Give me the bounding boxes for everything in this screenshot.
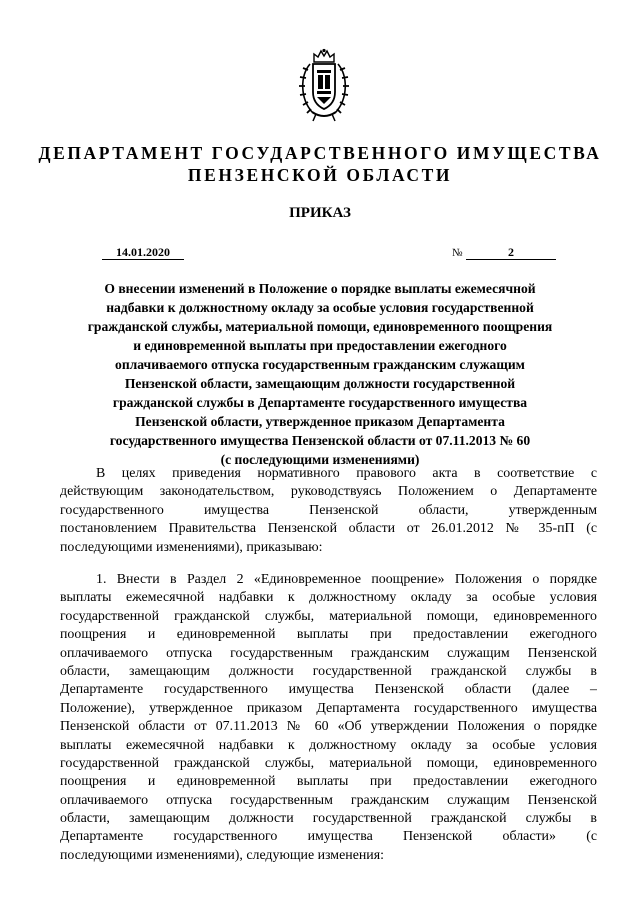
text-line: В целях приведения нормативного правового акта в соответствие с — [96, 466, 597, 481]
heading-line: оплачиваемого отпуска государственным гражданским служащим — [115, 357, 525, 372]
heading-line: и единовременной выплаты при предоставлении ежегодного — [133, 338, 507, 353]
text-line: государственного имущества Пензенской области, утвержденным — [60, 502, 597, 518]
heading-line: гражданской службы в Департаменте государственного имущества — [112, 395, 528, 410]
text-line: Положение), утвержденное приказом Департамента государственного имущества — [60, 700, 597, 716]
heading-line: гражданской службы, материальной помощи, единовременного поощрения — [87, 319, 553, 334]
text-line: поощрения и единовременной выплаты при предоставлении ежегодного — [60, 627, 597, 643]
text-line: выплаты ежемесячной надбавки к должностному окладу за особые условия — [60, 737, 597, 753]
heading-line: О внесении изменений в Положение о порядке выплаты ежемесячной — [104, 281, 536, 296]
order-heading — [0, 279, 640, 469]
heading-line: (с последующими изменениями) — [220, 452, 420, 467]
order-number: 2 — [466, 245, 556, 260]
text-line: поощрения и единовременной выплаты при предоставлении ежегодного — [60, 774, 597, 790]
order-title: ПРИКАЗ — [289, 205, 351, 221]
heading-line: Пензенской области, утвержденное приказом Департамента — [135, 414, 505, 429]
text-line: последующими изменениями), следующие изменения: — [60, 847, 384, 863]
text-line: Департаменте государственного имущества Пензенской области (далее – — [60, 682, 597, 698]
coat-of-arms-emblem — [296, 48, 352, 122]
text-line: оплачиваемого отпуска государственным гражданским служащим Пензенской — [60, 792, 597, 808]
text-line: 1. Внести в Раздел 2 «Единовременное поощрение» Положения о порядке — [96, 572, 597, 587]
text-line: оплачиваемого отпуска государственным гражданским служащим Пензенской — [60, 645, 597, 661]
item-1-paragraph — [60, 571, 597, 865]
department-name-line-2: ПЕНЗЕНСКОЙ ОБЛАСТИ — [187, 165, 453, 185]
heading-line: надбавки к должностному окладу за особые условия государственной — [106, 300, 534, 315]
order-number-label: № — [452, 247, 463, 259]
department-name — [0, 142, 640, 186]
text-line: выплаты ежемесячной надбавки к должностному окладу за особые условия — [60, 590, 597, 606]
text-line: действующим законодательством, руководствуясь Положением о Департаменте — [60, 484, 597, 500]
text-line: постановлением Правительства Пензенской области от 26.01.2012 № 35-пП (с — [60, 521, 597, 537]
text-line: Департаменте государственного имущества Пензенской области» (с — [60, 829, 597, 845]
preamble-paragraph — [60, 465, 597, 557]
text-line: государственной гражданской службы, материальной помощи, единовременного — [60, 755, 597, 771]
text-line: Пензенской области от 07.11.2013 № 60 «Об утверждении Положения о порядке — [60, 719, 597, 735]
text-line: последующими изменениями), приказываю: — [60, 539, 323, 555]
heading-line: Пензенской области, замещающим должности государственной — [124, 376, 516, 391]
department-name-line-1: ДЕПАРТАМЕНТ ГОСУДАРСТВЕННОГО ИМУЩЕСТВА — [38, 143, 602, 163]
text-line: области, замещающим должности государственной гражданской службы в — [60, 663, 597, 679]
order-date: 14.01.2020 — [102, 245, 184, 260]
text-line: государственной гражданской службы, материальной помощи, единовременного — [60, 608, 597, 624]
heading-line: государственного имущества Пензенской области от 07.11.2013 № 60 — [109, 433, 531, 448]
text-line: области, замещающим должности государственной гражданской службы в — [60, 811, 597, 827]
